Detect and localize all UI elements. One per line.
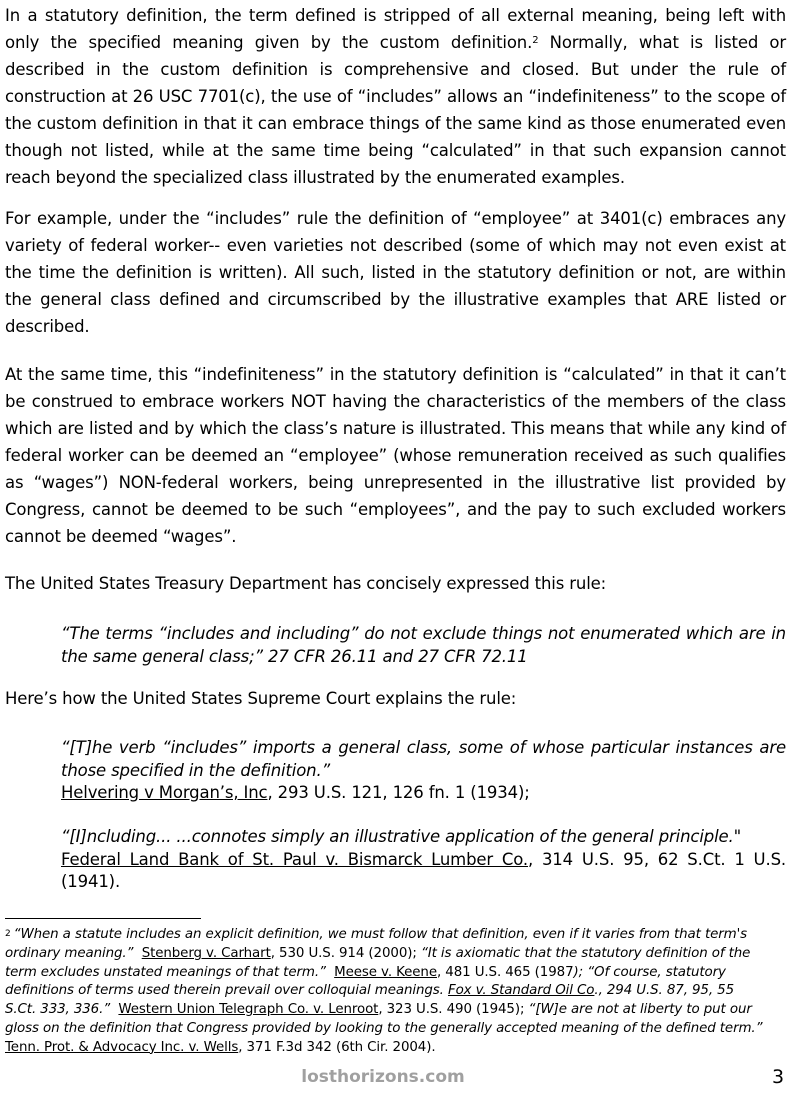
- footnote-case-tenn[interactable]: Tenn. Prot. & Advocacy Inc. v. Wells: [5, 1039, 239, 1055]
- footnote-case-western-union[interactable]: Western Union Telegraph Co. v. Lenroot: [118, 1002, 379, 1018]
- helvering-case-link[interactable]: Helvering v Morgan’s, Inc: [61, 783, 268, 802]
- paragraph-employee-example: For example, under the “includes” rule the definition of “employee” at 3401(c) embraces any variety of federal worker-- even varieties not described (some of which may not even exist at the time the definition is written). All such, listed in the statutory definition or not, are within the general class defined and circumscribed by the illustrative examples that ARE listed or described.: [5, 209, 786, 336]
- bismarck-case-link[interactable]: Federal Land Bank of St. Paul v. Bismarck Lumber Co.: [61, 849, 529, 869]
- paragraph-treasury-intro: The United States Treasury Department has concisely expressed this rule:: [5, 574, 607, 593]
- helvering-quote-block: “[T]he verb “includes” imports a general class, some of whose particular instances are those specified in the definition.” Helvering v Morgan’s, Inc, 293 U.S. 121, 126 fn. 1 (1934);: [61, 738, 786, 802]
- bismarck-quote: “[I]ncluding... ...connotes simply an illustrative application of the general principle.": [61, 827, 742, 846]
- footnote-divider: [5, 918, 201, 919]
- paragraph-calculated-indefiniteness: At the same time, this “indefiniteness” in the statutory definition is “calculated” in that it can’t be construed to embrace workers NOT having the characteristics of the members of the class which are listed and by which the class’s nature is illustrated. This means that while any kind of federal worker can be deemed an “employee” (whose remuneration received as such qualifies as “wages”) NON-federal workers, being unrepresented in the illustrative list provided by Congress, cannot be deemed to be such “employees”, and the pay to such excluded workers cannot be deemed “wages”.: [5, 365, 786, 546]
- paragraph-statutory-definition: In a statutory definition, the term defined is stripped of all external meaning, being left with only the specified meaning given by the custom definition.$^2$ Normally, what is listed or described in the custom definition is comprehensive and closed. But under the rule of construction at 26 USC 7701(c), the use of “includes” allows an “indefiniteness” to the scope of the custom definition in that it can embrace things of the same kind as those enumerated even though not listed, while at the same time being “calculated” in that such expansion cannot reach beyond the specialized class illustrated by the enumerated examples.: [5, 6, 786, 187]
- footnote-number: 2: [5, 929, 11, 939]
- treasury-quote: “The terms “includes and including” do not exclude things not enumerated which are in the same general class;” 27 CFR 26.11 and 27 CFR 72.11: [61, 624, 786, 666]
- footnote-case-meese[interactable]: Meese v. Keene: [334, 964, 437, 980]
- footnote-case-fox[interactable]: Fox v. Standard Oil Co: [447, 983, 595, 999]
- bismarck-quote-block: “[I]ncluding... ...connotes simply an illustrative application of the general principle." Federal Land Bank of St. Paul v. Bismarck Lumber Co., 314 U.S. 95, 62 S.Ct. 1 U.S. (1941).: [61, 827, 786, 891]
- paragraph-supreme-court-intro: Here’s how the United States Supreme Court explains the rule:: [5, 689, 517, 708]
- footnote-reference[interactable]: 2: [532, 35, 539, 46]
- footnote: $^2$ “When a statute includes an explicit definition, we must follow that definition, even if it varies from that term's ordinary meaning.” Stenberg v. Carhart, 530 U.S. 914 (2000); “It is axiomatic that the statutory definition of the term excludes unstated meanings of that term.” Meese v. Keene, 481 U.S. 465 (1987); “Of course, statutory definitions of terms used therein prevail over colloquial meanings. Fox v. Standard Oil Co., 294 U.S. 87, 95, 55 S.Ct. 333, 336.” Western Union Telegraph Co. v. Lenroot, 323 U.S. 490 (1945); “[W]e are not at liberty to put our gloss on the definition that Congress provided by looking to the generally accepted meaning of the defined term.” Tenn. Prot. & Advocacy Inc. v. Wells, 371 F.3d 342 (6th Cir. 2004).: [5, 927, 763, 1055]
- page-number: 3: [772, 1066, 785, 1088]
- helvering-quote: “[T]he verb “includes” imports a general class, some of whose particular instances are those specified in the definition.”: [61, 738, 786, 780]
- footnote-case-stenberg[interactable]: Stenberg v. Carhart: [141, 945, 271, 961]
- site-footer: losthorizons.com: [301, 1067, 465, 1087]
